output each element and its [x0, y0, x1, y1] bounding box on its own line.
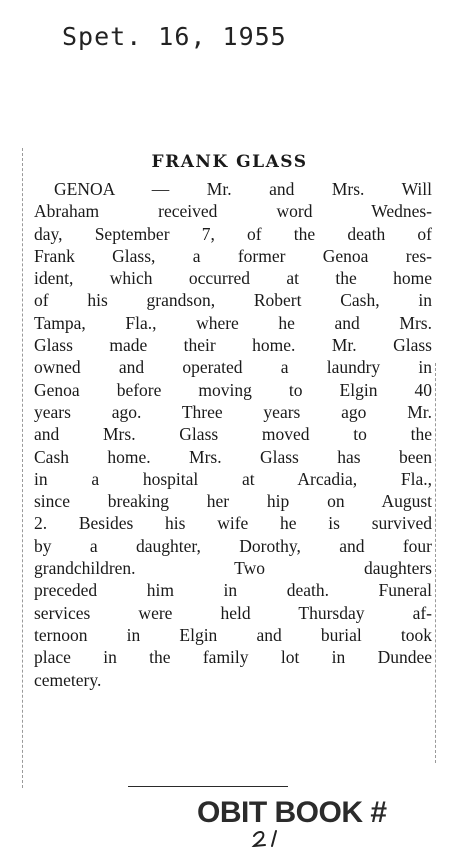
article-headline: FRANK GLASS [151, 152, 308, 172]
article-line: 2. Besides his wife he is survived [34, 513, 432, 534]
article-body [34, 178, 432, 691]
obit-book-stamp: OBIT BOOK # [197, 796, 387, 829]
article-line: cemetery. [34, 669, 102, 690]
article-line: of his grandson, Robert Cash, in [34, 290, 432, 311]
separator-rule [128, 786, 288, 787]
article-line: place in the family lot in Dundee [34, 647, 432, 668]
handwritten-book-number [250, 828, 290, 847]
article-line: GENOA — Mr. and Mrs. Will [54, 179, 432, 199]
article-line: Tampa, Fla., where he and Mrs. [34, 312, 432, 333]
article-line: preceded him in death. Funeral [34, 580, 432, 601]
clipping-right-edge [435, 363, 437, 763]
article-line: since breaking her hip on August [34, 491, 432, 512]
article-line: Genoa before moving to Elgin 40 [34, 379, 432, 400]
article-line: years ago. Three years ago Mr. [34, 401, 432, 422]
article-line: by a daughter, Dorothy, and four [34, 535, 432, 556]
article-line: services were held Thursday af- [34, 602, 432, 623]
article-line: and Mrs. Glass moved to the [34, 424, 432, 445]
article-line: Glass made their home. Mr. Glass [34, 335, 432, 356]
article-line: Abraham received word Wednes- [34, 201, 432, 222]
article-line: day, September 7, of the death of [34, 223, 432, 244]
article-line: in a hospital at Arcadia, Fla., [34, 468, 432, 489]
article-line: Cash home. Mrs. Glass has been [34, 446, 432, 467]
clipping-left-edge [22, 148, 24, 788]
date-stamp: Spet. 16, 1955 [62, 22, 287, 51]
article-line: Frank Glass, a former Genoa res- [34, 245, 432, 266]
article-line: ident, which occurred at the home [34, 268, 432, 289]
article-line: grandchildren. Two daughters [34, 558, 432, 579]
newspaper-clipping [22, 148, 437, 798]
article-line: owned and operated a laundry in [34, 357, 432, 378]
article-line: ternoon in Elgin and burial took [34, 624, 432, 645]
